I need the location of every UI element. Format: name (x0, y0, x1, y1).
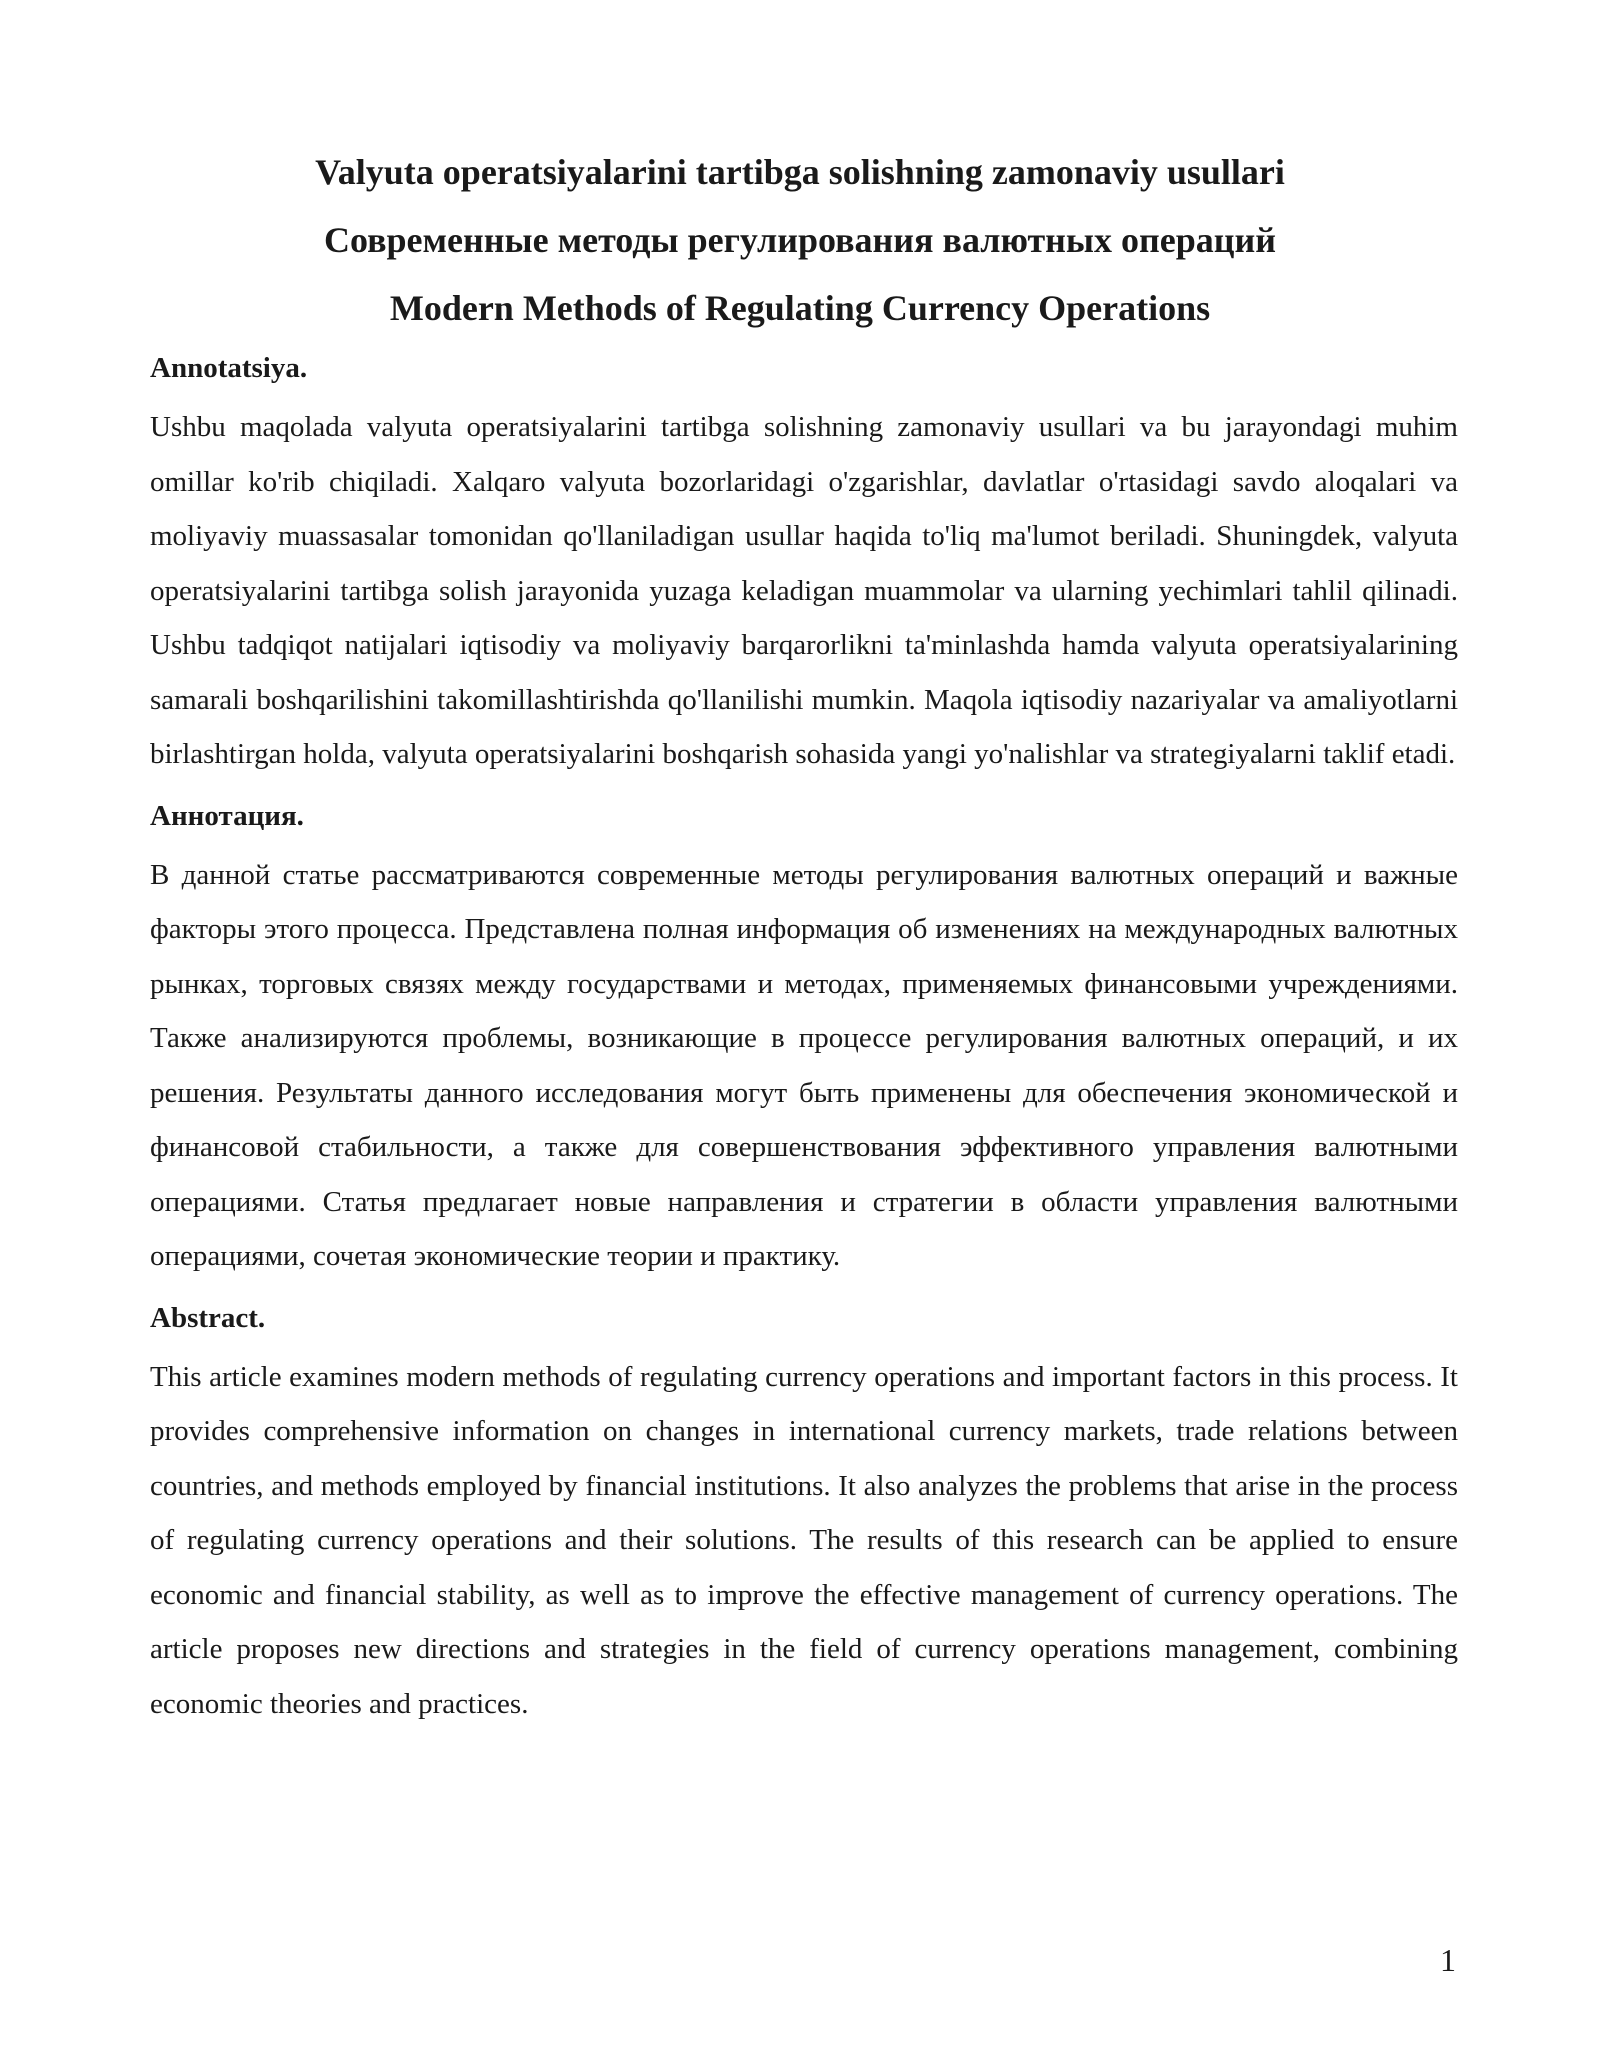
section-heading-uzbek: Annotatsiya. (150, 352, 308, 384)
title-russian: Современные методы регулирования валютных операций (323, 220, 1276, 260)
title-uzbek: Valyuta operatsiyalarini tartibga solishning zamonaviy usullari (315, 152, 1285, 192)
page-number: 1 (1440, 1942, 1456, 1978)
section-heading-english: Abstract. (150, 1301, 266, 1334)
abstract-section-uzbek (150, 348, 1458, 782)
title-block (150, 138, 1450, 342)
section-text-russian: В данной статье рассматриваются современные методы регулирования валютных операций и важные факторы этого процесса. Представлена полная информация об изменениях на международных валютных рынках, торговых связях между государствами и методах, применяемых финансовыми учреждениями. Также анализируются проблемы, возникающие в процессе регулирования валютных операций, и их решения. Результаты данного исследования могут быть применены для обеспечения экономической и финансовой стабильности, а также для совершенствования эффективного управления валютными операциями. Статья предлагает новые направления и стратегии в области управления валютными операциями, сочетая экономические теории и практику. (150, 858, 1458, 1272)
abstracts-body (150, 348, 1458, 1745)
title-english: Modern Methods of Regulating Currency Operations (389, 288, 1211, 328)
section-text-english: This article examines modern methods of regulating currency operations and important factors in this process. It provides comprehensive information on changes in international currency markets, trade relations between countries, and methods employed by financial institutions. It also analyzes the problems that arise in the process of regulating currency operations and their solutions. The results of this research can be applied to ensure economic and financial stability, as well as to improve the effective management of currency operations. The article proposes new directions and strategies in the field of currency operations management, combining economic theories and practices. (150, 1360, 1458, 1720)
section-text-uzbek: Ushbu maqolada valyuta operatsiyalarini tartibga solishning zamonaviy usullari va bu jarayondagi muhim omillar ko'rib chiqiladi. Xalqaro valyuta bozorlaridagi o'zgarishlar, davlatlar o'rtasidagi savdo aloqalari va moliyaviy muassasalar tomonidan qo'llaniladigan usullar haqida to'liq ma'lumot beriladi. Shuningdek, valyuta operatsiyalarini tartibga solish jarayonida yuzaga keladigan muammolar va ularning yechimlari tahlil qilinadi. Ushbu tadqiqot natijalari iqtisodiy va moliyaviy barqarorlikni ta'minlashda hamda valyuta operatsiyalarining samarali boshqarilishini takomillashtirishda qo'llanilishi mumkin. Maqola iqtisodiy nazariyalar va amaliyotlarni birlashtirgan holda, valyuta operatsiyalarini boshqarish sohasida yangi yo'nalishlar va strategiyalarni taklif etadi. (150, 411, 1458, 770)
section-heading-russian: Аннотация. (150, 799, 304, 832)
abstract-section-english (150, 1298, 1458, 1732)
abstract-section-russian (150, 796, 1458, 1284)
